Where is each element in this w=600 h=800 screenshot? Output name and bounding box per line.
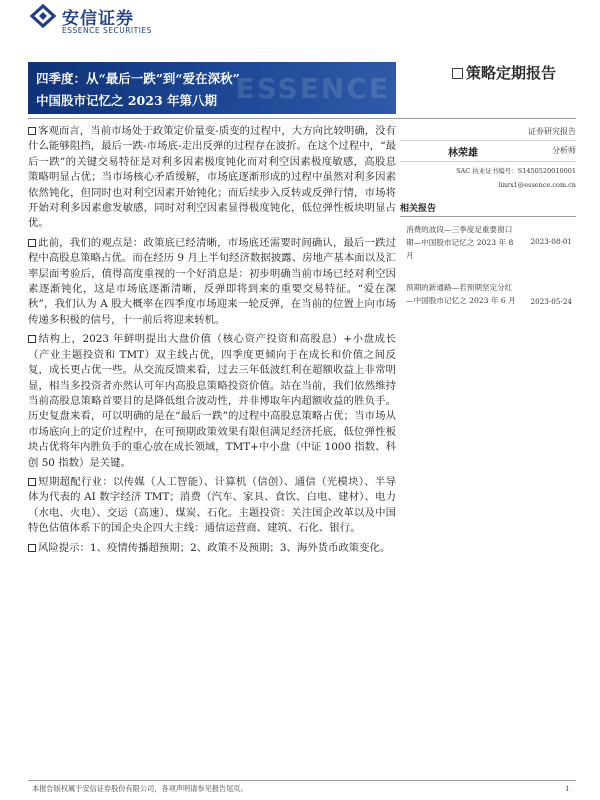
report-subtitle: 中国股市记忆之 2023 年第八期 — [36, 93, 217, 108]
paragraph-4 — [28, 475, 396, 537]
related-report-item[interactable] — [400, 281, 576, 333]
paragraph-text: 短期超配行业：以传媒（人工智能）、计算机（信创）、通信（光模块）、半导体为代表的 AI 数字经济 TMT；消费（汽车、家具、食饮、白电、建材）、电力（水电、火电）、交运（高速）、煤炭、石化。主题投资：关注国企改革以及中国特色估值体系下的国企央企四大主线：通信运营商、建筑、石化、银行。 — [28, 475, 396, 535]
page-number: 1 — [565, 784, 570, 793]
analyst-certificate: SAC 执业证书编号：S1450520010001 — [456, 167, 576, 175]
footer-divider — [28, 780, 576, 781]
related-reports-heading: 相关报告 — [400, 201, 576, 217]
main-content — [28, 124, 396, 560]
company-logo — [30, 4, 180, 44]
related-report-title[interactable]: 预期的新通路—若预期坚定分红—中国股市记忆之 2023 年 6 月 — [406, 283, 516, 305]
paragraph-text: 风险提示：1、疫情传播超预期；2、政策不及预期；3、海外货币政策变化。 — [38, 541, 391, 554]
square-bullet-icon — [28, 478, 36, 486]
related-report-date: 2023-05-24 — [530, 297, 572, 306]
square-bullet-icon — [452, 68, 463, 79]
square-bullet-icon — [28, 544, 36, 552]
related-report-title[interactable]: 消费的波段—三季度足重要窗口期—中国股市记忆之 2023 年 8 月 — [406, 225, 514, 260]
sidebar — [400, 124, 576, 333]
logo-text-en: ESSENCE SECURITIES — [62, 26, 152, 35]
sidebar-divider — [400, 161, 576, 162]
related-report-date: 2023-08-01 — [530, 237, 572, 246]
paragraph-1 — [28, 124, 396, 232]
square-bullet-icon — [28, 127, 36, 135]
analyst-email[interactable]: linrx1@essence.com.cn — [498, 181, 576, 189]
square-bullet-icon — [28, 335, 36, 343]
paragraph-text: 此前，我们的观点是：政策底已经清晰，市场底还需要时间确认，最后一跌过程中高股息策略占优。而在经历 9 月上半旬经济数据披露、房地产基本面以及汇率层面考验后，值得高度重视的一个好消息是：初步明确当前市场已经对利空因素逐渐钝化，这是市场底逐渐清晰，反弹即将到来的重要交易特征。“爱在深秋”，我们认为 A 股大概率在四季度市场迎来一轮反弹，在当前的位置上向市场传递多积极的信号，十一前后将迎来转机。 — [28, 236, 396, 326]
square-bullet-icon — [28, 239, 36, 247]
paragraph-3 — [28, 332, 396, 471]
analyst-name: 林荣雄 — [448, 148, 478, 159]
paragraph-text: 结构上，2023 年鲜明提出大盘价值（核心资产投资和高股息）+小盘成长（产业主题投资和 TMT）双主线占优，四季度更倾向于在成长和价值之间反复，成长更占优一些。从交流反馈来看，过去三年低波红利在超额收益上非常明显，相当多投资者亦然认可年内高股息策略投资价值。站在当前，我们依然维持当前高股息策略首要目的是降低组合波动性，并非博取年内超额收益的胜负手。历史复盘来看，可以明确的是在“最后一跌”的过程中高股息策略占优；当市场从市场底向上的定价过程中，在可预期政策效果有限但满足经济托底，低位弹性板块占优将年内胜负手的重心放在成长领域，TMT+中小盘（中证 1000 指数、科创 50 指数）是关键。 — [28, 333, 396, 469]
analyst-role: 分析师 — [552, 146, 576, 155]
related-report-item[interactable] — [400, 223, 576, 275]
logo-mark-icon — [30, 4, 56, 28]
analyst-row — [400, 144, 576, 158]
logo-text-cn: 安信证券 — [62, 9, 134, 29]
title-divider — [28, 118, 576, 119]
report-title: 四季度：从“最后一跌”到“爱在深秋” — [36, 71, 240, 86]
sidebar-divider — [400, 140, 576, 141]
report-type-text: 策略定期报告 — [466, 64, 557, 82]
paragraph-5 — [28, 541, 396, 556]
paragraph-text: 客观而言，当前市场处于政策定价量变-质变的过程中，大方向比较明确，没有什么能够阻挡，最后一跌-市场底-走出反弹的过程存在波折。在这个过程中，“最后一跌”的关键交易特征是对利多因素极度钝化而对利空因素极度敏感，高股息策略明显占优；当市场核心矛盾缓解，市场底逐渐形成的过程中虽然对利多因素依然钝化，但同时也对利空因素开始钝化；而后续步入反转或反弹行情，市场将开始对利多因素愈发敏感，同时对利空因素显得极度钝化，低位弹性板块明显占优。 — [28, 125, 396, 230]
paragraph-2 — [28, 236, 396, 328]
banner-watermark: ESSENCE — [235, 72, 390, 105]
footer-disclaimer: 本报告版权属于安信证券股份有限公司，各项声明请参见报告尾页。 — [32, 784, 248, 793]
report-type-label — [452, 62, 556, 83]
title-banner — [28, 62, 396, 114]
department-label: 证券研究报告 — [528, 127, 576, 136]
